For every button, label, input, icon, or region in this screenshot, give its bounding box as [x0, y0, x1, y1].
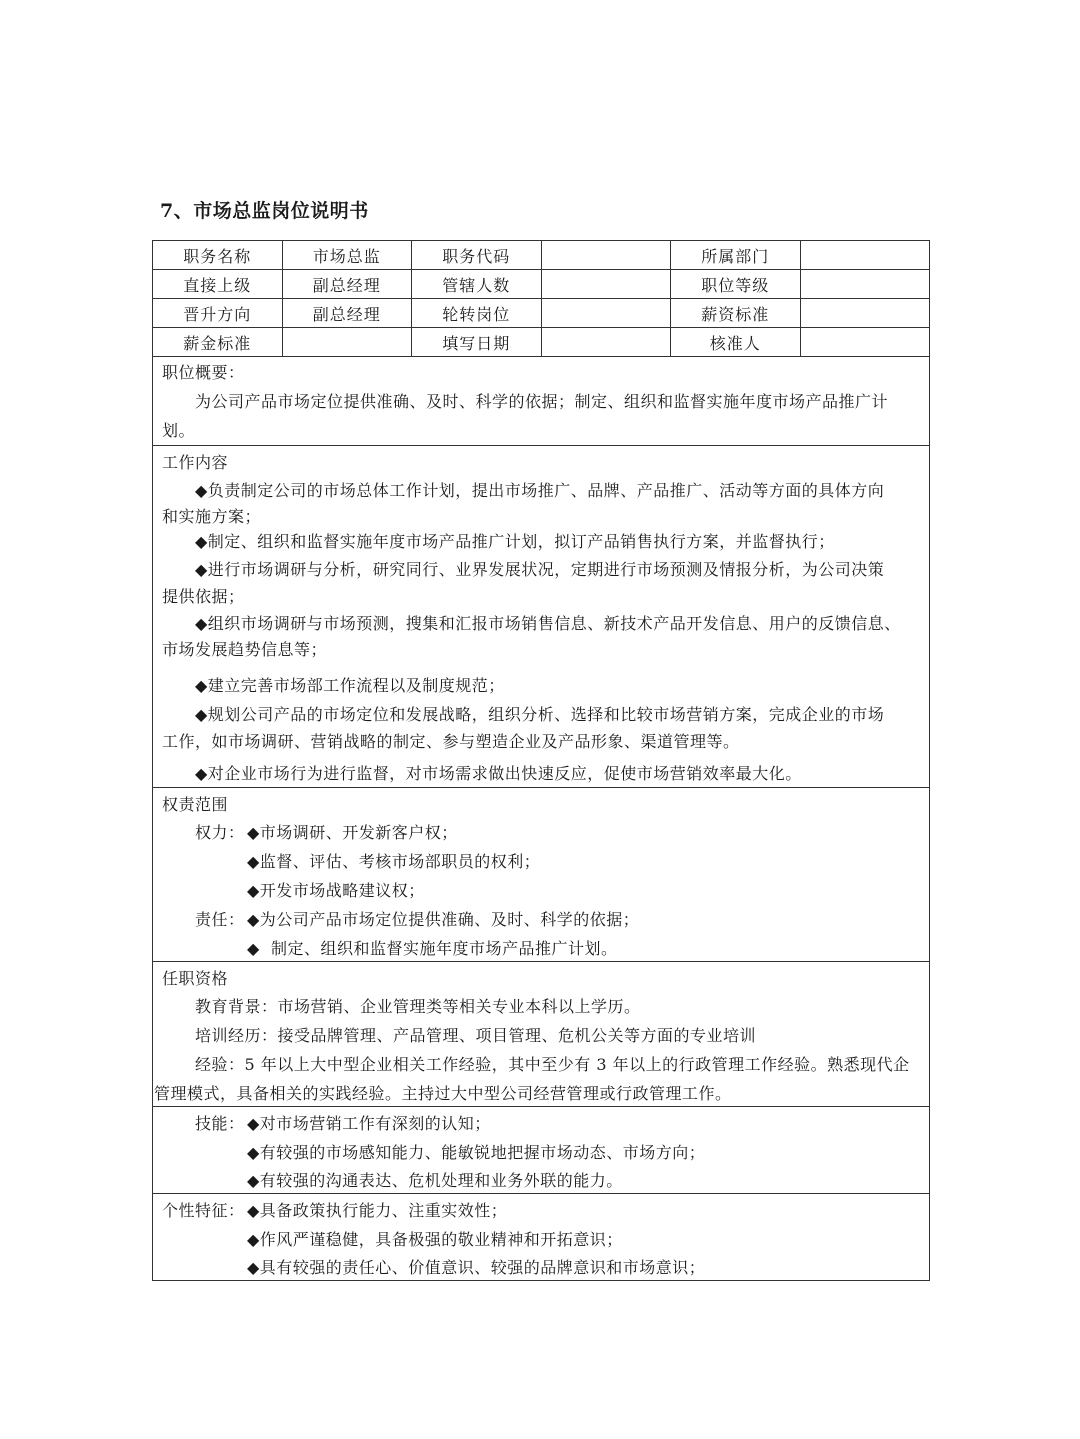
- table-cell: 填写日期: [412, 328, 542, 357]
- authority-heading: 权责范围: [162, 795, 229, 814]
- table-cell: [800, 270, 930, 299]
- experience-text: 管理模式，具备相关的实践经验。主持过大中型公司经营管理或行政管理工作。: [154, 1084, 732, 1103]
- personality-label: 个性特征：: [162, 1201, 245, 1220]
- table-cell: 直接上级: [153, 270, 283, 299]
- table-cell: [541, 241, 671, 270]
- skills-section: [152, 1107, 930, 1194]
- list-item: ◆对企业市场行为进行监督，对市场需求做出快速反应，促使市场营销效率最大化。: [195, 764, 802, 783]
- table-cell: [800, 299, 930, 328]
- table-cell: [800, 328, 930, 357]
- training-text: 培训经历：接受品牌管理、产品管理、项目管理、危机公关等方面的专业培训: [195, 1026, 757, 1045]
- overview-text: 为公司产品市场定位提供准确、及时、科学的依据；制定、组织和监督实施年度市场产品推广计: [195, 392, 889, 411]
- list-item: 工作，如市场调研、营销战略的制定、参与塑造企业及产品形象、渠道管理等。: [162, 732, 740, 751]
- overview-heading: 职位概要：: [162, 363, 245, 382]
- table-cell: 轮转岗位: [412, 299, 542, 328]
- table-cell: 副总经理: [282, 270, 412, 299]
- list-item: ◆建立完善市场部工作流程以及制度规范；: [195, 676, 505, 695]
- list-item: ◆组织市场调研与市场预测，搜集和汇报市场销售信息、新技术产品开发信息、用户的反馈信息、: [195, 614, 901, 633]
- list-item: ◆规划公司产品的市场定位和发展战略，组织分析、选择和比较市场营销方案，完成企业的市场: [195, 705, 885, 724]
- table-cell: 所属部门: [671, 241, 801, 270]
- table-cell: 薪金标准: [153, 328, 283, 357]
- header-info-table: [152, 240, 930, 357]
- overview-section: [152, 356, 930, 446]
- list-item: ◆负责制定公司的市场总体工作计划，提出市场推广、品牌、产品推广、活动等方面的具体方向: [195, 481, 885, 500]
- list-item: ◆具有较强的责任心、价值意识、较强的品牌意识和市场意识；: [247, 1258, 706, 1277]
- table-cell: 薪资标准: [671, 299, 801, 328]
- table-cell: [541, 299, 671, 328]
- list-item: ◆开发市场战略建议权；: [247, 881, 425, 900]
- list-item: 和实施方案；: [162, 507, 262, 526]
- table-cell: 职位等级: [671, 270, 801, 299]
- responsibility-label: 责任：: [195, 910, 245, 929]
- table-cell: 晋升方向: [153, 299, 283, 328]
- table-cell: 职务名称: [153, 241, 283, 270]
- list-item: 提供依据；: [162, 587, 245, 606]
- list-item: 市场发展趋势信息等；: [162, 640, 328, 659]
- list-item: ◆ 制定、组织和监督实施年度市场产品推广计划。: [247, 939, 618, 958]
- list-item: ◆监督、评估、考核市场部职员的权利；: [247, 852, 541, 871]
- skills-label: 技能：: [195, 1114, 245, 1133]
- list-item: ◆进行市场调研与分析，研究同行、业界发展状况，定期进行市场预测及情报分析，为公司决策: [195, 560, 885, 579]
- list-item: ◆作风严谨稳健，具备极强的敬业精神和开拓意识；: [247, 1230, 623, 1249]
- table-cell: [541, 328, 671, 357]
- table-row: [153, 328, 930, 357]
- work-content-section: [152, 446, 930, 788]
- list-item: ◆有较强的沟通表达、危机处理和业务外联的能力。: [247, 1171, 623, 1190]
- page-title: 7、市场总监岗位说明书: [160, 200, 369, 222]
- list-item: ◆有较强的市场感知能力、能敏锐地把握市场动态、市场方向；: [247, 1143, 706, 1162]
- power-label: 权力：: [195, 823, 245, 842]
- experience-text: 经验：5 年以上大中型企业相关工作经验，其中至少有 3 年以上的行政管理工作经验。熟悉现代企: [195, 1055, 910, 1074]
- table-cell: 职务代码: [412, 241, 542, 270]
- list-item: ◆为公司产品市场定位提供准确、及时、科学的依据；: [247, 910, 640, 929]
- list-item: ◆制定、组织和监督实施年度市场产品推广计划，拟订产品销售执行方案，并监督执行；: [195, 532, 835, 551]
- work-heading: 工作内容: [162, 453, 229, 472]
- table-cell: 市场总监: [282, 241, 412, 270]
- table-cell: 管辖人数: [412, 270, 542, 299]
- authority-section: [152, 788, 930, 962]
- education-text: 教育背景：市场营销、企业管理类等相关专业本科以上学历。: [195, 997, 641, 1016]
- table-row: [153, 299, 930, 328]
- overview-text: 划。: [162, 421, 196, 440]
- personality-section: [152, 1194, 930, 1281]
- table-cell: [282, 328, 412, 357]
- list-item: ◆具备政策执行能力、注重实效性；: [247, 1201, 508, 1220]
- table-cell: 核准人: [671, 328, 801, 357]
- qualification-section: [152, 962, 930, 1107]
- table-row: [153, 241, 930, 270]
- table-row: [153, 270, 930, 299]
- table-cell: [541, 270, 671, 299]
- qualification-heading: 任职资格: [162, 969, 229, 988]
- list-item: ◆市场调研、开发新客户权；: [247, 823, 458, 842]
- list-item: ◆对市场营销工作有深刻的认知；: [247, 1114, 491, 1133]
- table-cell: 副总经理: [282, 299, 412, 328]
- table-cell: [800, 241, 930, 270]
